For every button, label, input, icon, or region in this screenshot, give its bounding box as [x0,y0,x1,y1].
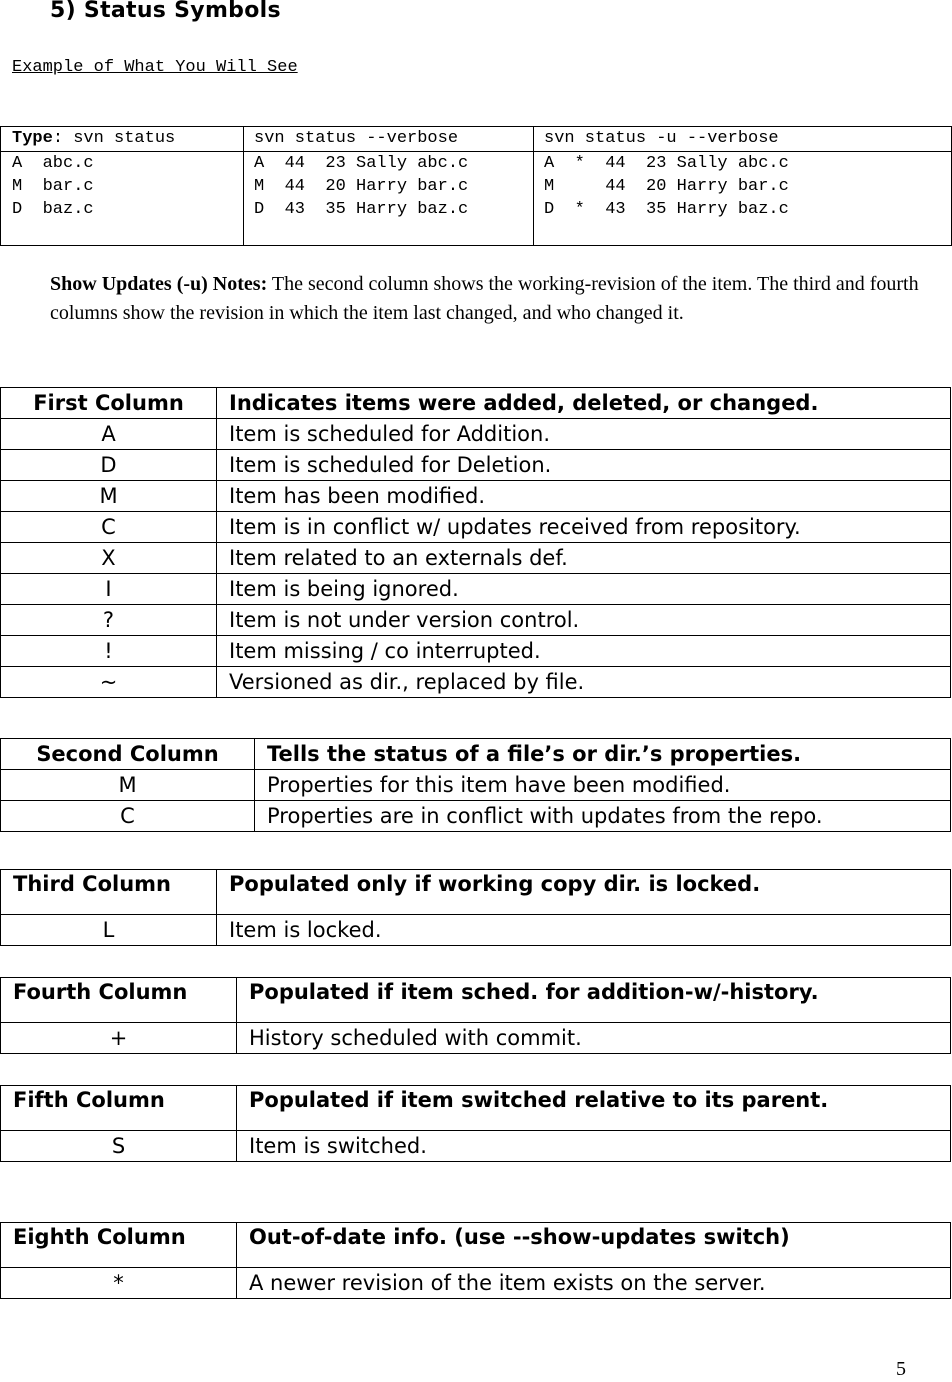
status-symbol: D [1,450,217,481]
status-symbol: ? [1,605,217,636]
second-column-table [0,738,951,832]
status-description: Item is locked. [217,915,951,946]
status-symbol: ! [1,636,217,667]
first-column-header-row [1,388,951,419]
table-row [1,574,951,605]
table-row [1,801,951,832]
fourth-column-header-row [1,978,951,1023]
table-row [1,915,951,946]
column-description-header: Tells the status of a file’s or dir.’s properties. [255,739,951,770]
column-name-header: Eighth Column [1,1223,237,1268]
svn-header-status: Type: svn status [1,127,244,152]
status-description: History scheduled with commit. [237,1023,951,1054]
fifth-column-table [0,1085,951,1162]
third-column-header-row [1,870,951,915]
status-description: Item is being ignored. [217,574,951,605]
table-row [1,1268,951,1299]
status-description: Properties for this item have been modified. [255,770,951,801]
status-symbol: I [1,574,217,605]
status-symbol: ~ [1,667,217,698]
third-column-table [0,869,951,946]
status-symbol: A [1,419,217,450]
table-row [1,419,951,450]
page-number: 5 [896,1358,906,1380]
status-description: Item has been modified. [217,481,951,512]
status-description: Item missing / co interrupted. [217,636,951,667]
svn-output-status: A abc.c M bar.c D baz.c [1,152,244,246]
table-row [1,450,951,481]
status-description: Versioned as dir., replaced by file. [217,667,951,698]
svn-header-updates-verbose: svn status -u --verbose [534,127,952,152]
table-row [1,605,951,636]
status-symbol: C [1,801,255,832]
fourth-column-table [0,977,951,1054]
table-row [1,636,951,667]
eighth-column-table [0,1222,951,1299]
svn-example-header-row [1,127,952,152]
status-description: A newer revision of the item exists on the server. [237,1268,951,1299]
column-name-header: First Column [1,388,217,419]
column-description-header: Populated if item sched. for addition-w/-history. [237,978,951,1023]
svn-example-output-row [1,152,952,246]
column-name-header: Third Column [1,870,217,915]
first-column-table [0,387,951,698]
table-row [1,512,951,543]
column-name-header: Second Column [1,739,255,770]
status-description: Item is not under version control. [217,605,951,636]
svn-example-table [0,126,952,246]
column-description-header: Indicates items were added, deleted, or changed. [217,388,951,419]
status-symbol: + [1,1023,237,1054]
show-updates-notes [50,270,930,328]
status-description: Item related to an externals def. [217,543,951,574]
table-row [1,481,951,512]
svn-output-verbose: A 44 23 Sally abc.c M 44 20 Harry bar.c D 43 35 Harry baz.c [244,152,534,246]
notes-label: Show Updates (-u) Notes: [50,273,268,295]
status-description: Properties are in conflict with updates from the repo. [255,801,951,832]
status-description: Item is switched. [237,1131,951,1162]
second-column-header-row [1,739,951,770]
status-symbol: C [1,512,217,543]
eighth-column-header-row [1,1223,951,1268]
status-symbol: X [1,543,217,574]
table-row [1,1131,951,1162]
example-subheading: Example of What You Will See [12,58,298,77]
fifth-column-header-row [1,1086,951,1131]
column-description-header: Out-of-date info. (use --show-updates switch) [237,1223,951,1268]
column-name-header: Fourth Column [1,978,237,1023]
column-description-header: Populated if item switched relative to its parent. [237,1086,951,1131]
table-row [1,770,951,801]
column-description-header: Populated only if working copy dir. is locked. [217,870,951,915]
status-symbol: M [1,481,217,512]
status-symbol: L [1,915,217,946]
table-row [1,667,951,698]
status-symbol: S [1,1131,237,1162]
svn-output-updates-verbose: A * 44 23 Sally abc.c M 44 20 Harry bar.c D * 43 35 Harry baz.c [534,152,952,246]
status-symbol: * [1,1268,237,1299]
status-description: Item is scheduled for Addition. [217,419,951,450]
notes-text: The second column shows the working-revision of the item. The third and fourth columns show the revision in which the item last changed, and who changed it. [50,273,919,324]
status-description: Item is in conflict w/ updates received from repository. [217,512,951,543]
status-symbol: M [1,770,255,801]
table-row [1,1023,951,1054]
column-name-header: Fifth Column [1,1086,237,1131]
svn-header-verbose: svn status --verbose [244,127,534,152]
section-heading: 5) Status Symbols [50,0,281,23]
status-description: Item is scheduled for Deletion. [217,450,951,481]
table-row [1,543,951,574]
